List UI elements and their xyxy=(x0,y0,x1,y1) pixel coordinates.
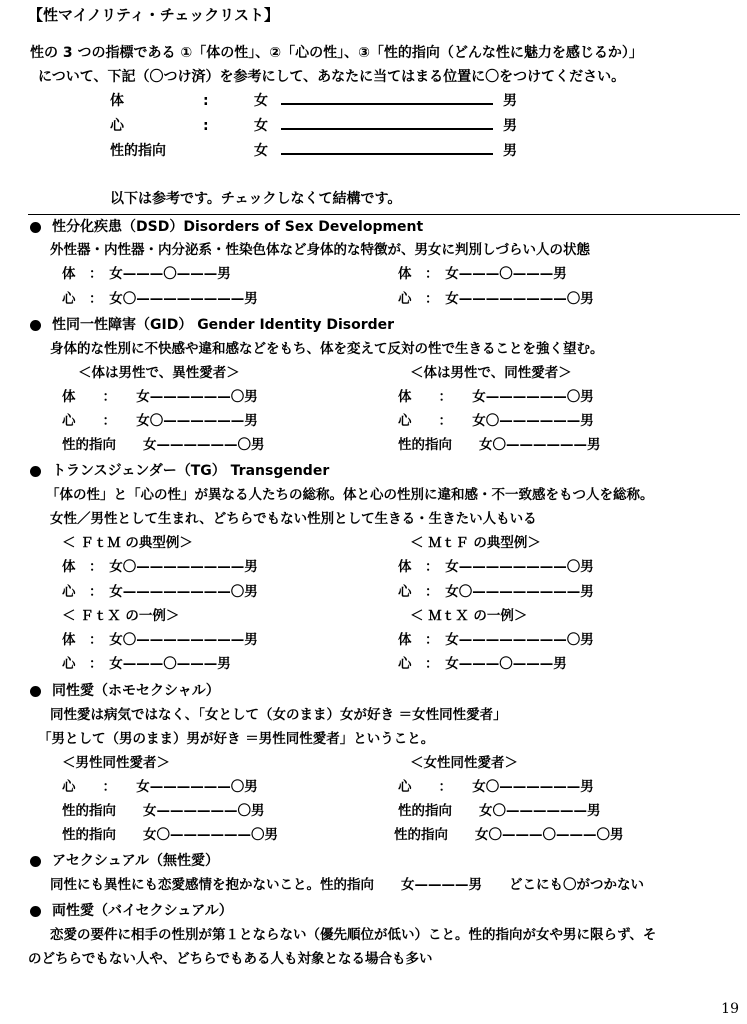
gid-subheading-left: ＜体は男性で、異性愛者＞ xyxy=(78,365,240,381)
bullet-icon xyxy=(30,906,41,917)
section-heading-dsd: 性分化疾患（DSD）Disorders of Sex Development xyxy=(52,219,424,235)
homo-description-2: 「男として（男のまま）男が好き ＝男性同性愛者」ということ。 xyxy=(38,731,435,747)
gid-left-row-1: 体 ： 女——————〇男 xyxy=(62,389,258,405)
mtf-row-1: 体 ： 女————————〇男 xyxy=(398,559,594,575)
mtx-subheading: ＜ ＭｔＸ の一例＞ xyxy=(410,608,528,624)
scale-label: 体 xyxy=(110,93,124,109)
asexual-description: 同性にも異性にも恋愛感情を抱かないこと。性的指向 女————男 どこにも〇がつかない xyxy=(50,877,644,893)
dsd-body-right: 体 ： 女———〇———男 xyxy=(398,266,567,282)
section-heading-gid: 性同一性障害（GID） Gender Identity Disorder xyxy=(52,317,395,333)
mtf-subheading: ＜ ＭｔＦ の典型例＞ xyxy=(410,535,541,551)
page-number: 19 xyxy=(721,1001,739,1017)
female-homo-row-3: 性的指向 女〇———〇———〇男 xyxy=(394,827,624,843)
gid-right-row-1: 体 ： 女——————〇男 xyxy=(398,389,594,405)
male-homo-row-1: 心 ： 女——————〇男 xyxy=(62,779,258,795)
homo-description-1: 同性愛は病気ではなく、「女として（女のまま）女が好き ＝女性同性愛者」 xyxy=(50,707,507,723)
divider xyxy=(28,214,740,215)
male-homo-row-2: 性的指向 女——————〇男 xyxy=(62,803,265,819)
scale-colon: : xyxy=(203,118,209,134)
section-heading-asexual: アセクシュアル（無性愛） xyxy=(52,853,220,869)
scale-line[interactable] xyxy=(281,103,493,105)
bisexual-description-2: のどちらでもない人や、どちらでもある人も対象となる場合も多い xyxy=(28,951,433,967)
tg-description-2: 女性／男性として生まれ、どちらでもない性別として生きる・生きたい人もいる xyxy=(50,511,537,527)
scale-line[interactable] xyxy=(281,128,493,130)
scale-female: 女 xyxy=(254,143,268,159)
female-homo-row-1: 心 ： 女〇——————男 xyxy=(398,779,594,795)
scale-male: 男 xyxy=(503,93,517,109)
gid-right-row-3: 性的指向 女〇——————男 xyxy=(398,437,601,453)
intro-line-1: 性の 3 つの指標である ①「体の性」、②「心の性」、③「性的指向（どんな性に魅力を感じるか）」 xyxy=(30,45,643,61)
scale-label: 心 xyxy=(110,118,124,134)
gid-subheading-right: ＜体は男性で、同性愛者＞ xyxy=(410,365,572,381)
section-heading-tg: トランスジェンダー（TG） Transgender xyxy=(52,463,330,479)
scale-label: 性的指向 xyxy=(110,143,166,159)
female-homo-row-2: 性的指向 女〇——————男 xyxy=(398,803,601,819)
mtf-row-2: 心 ： 女〇————————男 xyxy=(398,584,594,600)
dsd-body-left: 体 ： 女———〇———男 xyxy=(62,266,231,282)
gid-description: 身体的な性別に不快感や違和感などをもち、体を変えて反対の性で生きることを強く望む。 xyxy=(50,341,604,357)
page-title: 【性マイノリティ・チェックリスト】 xyxy=(28,6,279,24)
tg-description-1: 「体の性」と「心の性」が異なる人たちの総称。体と心の性別に違和感・不一致感をもつ人を総称。 xyxy=(46,487,654,503)
bullet-icon xyxy=(30,320,41,331)
bullet-icon xyxy=(30,686,41,697)
bullet-icon xyxy=(30,466,41,477)
bisexual-description-1: 恋愛の要件に相手の性別が第１とならない（優先順位が低い）こと。性的指向が女や男に限らず、そ xyxy=(50,927,657,943)
scale-colon: : xyxy=(203,93,209,109)
reference-note: 以下は参考です。チェックしなくて結構です。 xyxy=(110,191,402,207)
scale-male: 男 xyxy=(503,143,517,159)
ftm-subheading: ＜ ＦｔＭ の典型例＞ xyxy=(62,535,193,551)
dsd-description: 外性器・内性器・内分泌系・性染色体など身体的な特徴が、男女に判別しづらい人の状態 xyxy=(50,242,590,258)
dsd-mind-right: 心 ： 女————————〇男 xyxy=(398,291,594,307)
female-homo-subheading: ＜女性同性愛者＞ xyxy=(410,755,518,771)
bullet-icon xyxy=(30,222,41,233)
bullet-icon xyxy=(30,856,41,867)
male-homo-subheading: ＜男性同性愛者＞ xyxy=(62,755,170,771)
scale-female: 女 xyxy=(254,118,268,134)
mtx-row-2: 心 ： 女———〇———男 xyxy=(398,656,567,672)
male-homo-row-3: 性的指向 女〇——————〇男 xyxy=(62,827,278,843)
ftx-subheading: ＜ ＦｔＸ の一例＞ xyxy=(62,608,180,624)
section-heading-homosexual: 同性愛（ホモセクシャル） xyxy=(52,683,220,699)
ftm-row-1: 体 ： 女〇————————男 xyxy=(62,559,258,575)
intro-line-2: について、下記（〇つけ済）を参考にして、あなたに当てはまる位置に〇をつけてください。 xyxy=(38,69,626,85)
gid-left-row-3: 性的指向 女——————〇男 xyxy=(62,437,265,453)
gid-right-row-2: 心 ： 女〇——————男 xyxy=(398,413,594,429)
ftm-row-2: 心 ： 女————————〇男 xyxy=(62,584,258,600)
mtx-row-1: 体 ： 女————————〇男 xyxy=(398,632,594,648)
ftx-row-1: 体 ： 女〇————————男 xyxy=(62,632,258,648)
scale-line[interactable] xyxy=(281,153,493,155)
scale-male: 男 xyxy=(503,118,517,134)
section-heading-bisexual: 両性愛（バイセクシュアル） xyxy=(52,903,233,919)
gid-left-row-2: 心 ： 女〇——————男 xyxy=(62,413,258,429)
scale-female: 女 xyxy=(254,93,268,109)
dsd-mind-left: 心 ： 女〇————————男 xyxy=(62,291,258,307)
ftx-row-2: 心 ： 女———〇———男 xyxy=(62,656,231,672)
